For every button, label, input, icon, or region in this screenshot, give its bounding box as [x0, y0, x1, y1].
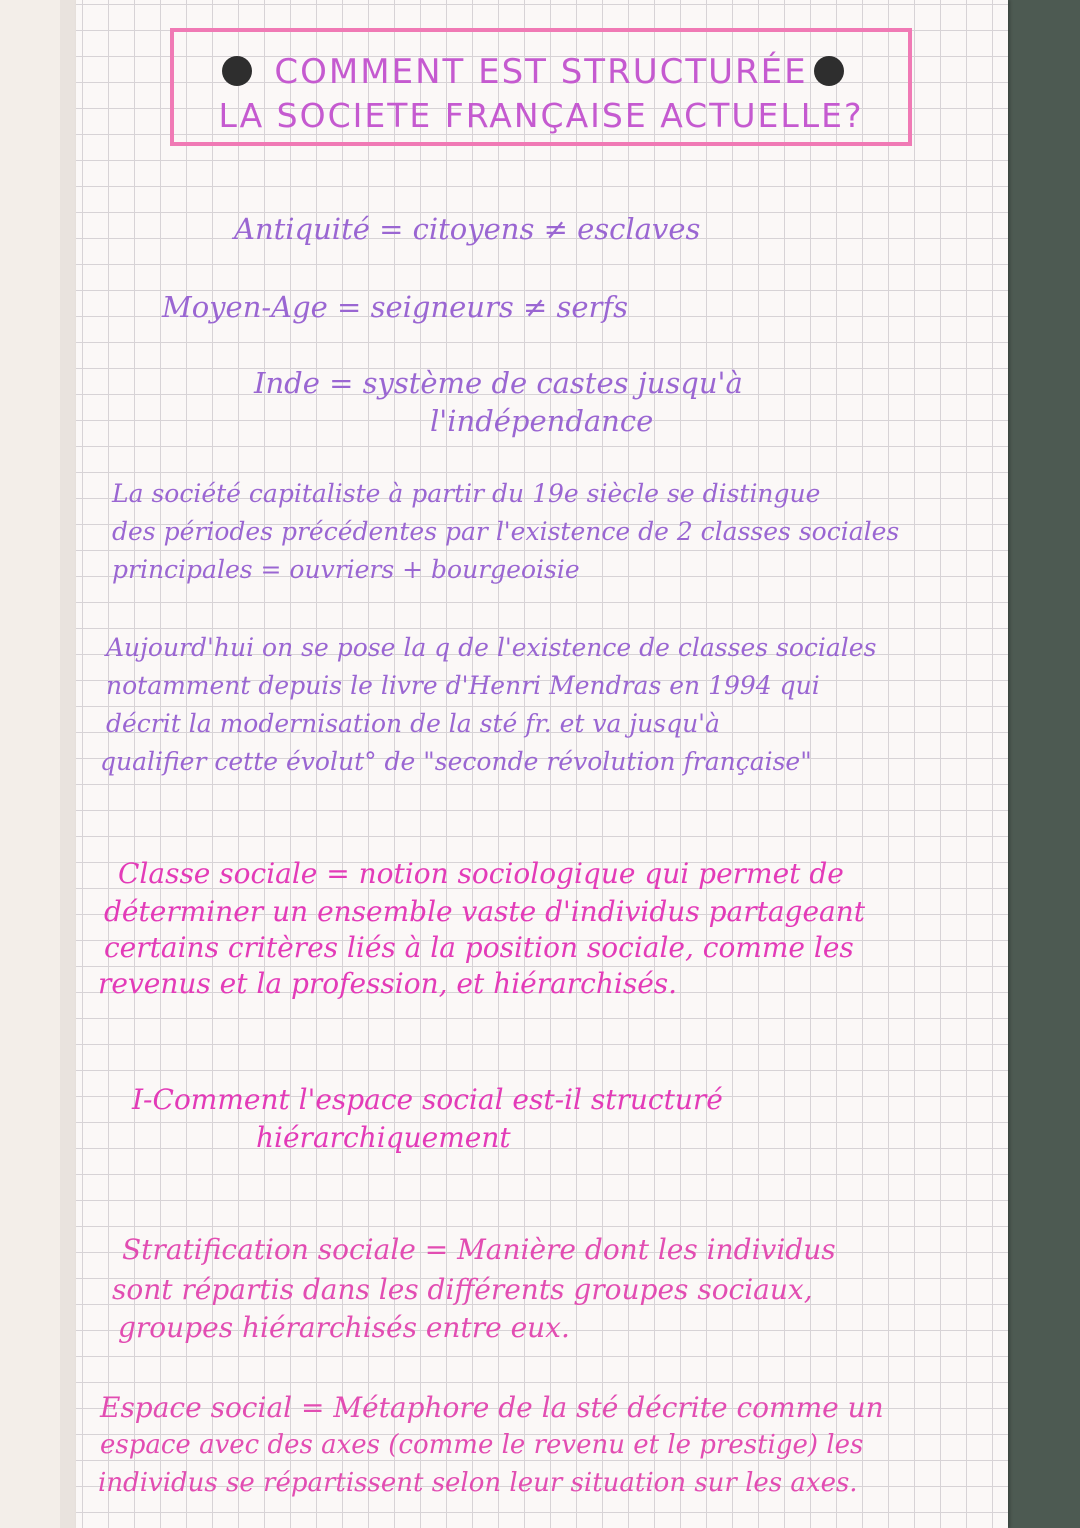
intro-inde-line-2: l'indépendance: [430, 404, 654, 438]
paragraph2-line-1: Aujourd'hui on se pose la q de l'existence de classes sociales: [106, 633, 877, 662]
paragraph2-line-2: notamment depuis le livre d'Henri Mendras en 1994 qui: [106, 671, 820, 700]
definition-espace-line-2: espace avec des axes (comme le revenu et le prestige) les: [100, 1430, 864, 1460]
paragraph1-line-2: des périodes précédentes par l'existence de 2 classes sociales: [112, 517, 900, 546]
definition-stratification-line-1: Stratification sociale = Manière dont les individus: [122, 1233, 836, 1266]
intro-antiquite: Antiquité = citoyens ≠ esclaves: [234, 212, 701, 246]
definition-stratification-line-2: sont répartis dans les différents groupes sociaux,: [112, 1273, 813, 1306]
definition-espace-line-3: individus se répartissent selon leur situation sur les axes.: [98, 1468, 858, 1498]
definition-classe-line-2: déterminer un ensemble vaste d'individus partageant: [104, 895, 866, 928]
definition-stratification-line-3: groupes hiérarchisés entre eux.: [118, 1311, 570, 1344]
intro-moyen-age: Moyen-Age = seigneurs ≠ serfs: [162, 290, 628, 324]
definition-espace-line-1: Espace social = Métaphore de la sté décrite comme un: [100, 1391, 884, 1424]
title-box: [170, 28, 912, 146]
section-1-heading-line-2: hiérarchiquement: [256, 1121, 511, 1154]
definition-classe-line-1: Classe sociale = notion sociologique qui permet de: [118, 857, 844, 890]
definition-classe-line-4: revenus et la profession, et hiérarchisés.: [98, 967, 678, 1000]
definition-classe-line-3: certains critères liés à la position sociale, comme les: [104, 931, 854, 964]
section-1-heading-line-1: I-Comment l'espace social est-il structuré: [132, 1083, 723, 1116]
intro-inde-line-1: Inde = système de castes jusqu'à: [254, 366, 743, 400]
title-line-2: LA SOCIETE FRANÇAISE ACTUELLE?: [218, 96, 864, 135]
paragraph1-line-1: La société capitaliste à partir du 19e siècle se distingue: [112, 479, 821, 508]
title-line-1: COMMENT EST STRUCTURÉE: [274, 52, 808, 92]
paragraph2-line-4: qualifier cette évolut° de "seconde révolution française": [100, 747, 812, 776]
background-desk: [0, 0, 76, 1528]
paragraph1-line-3: principales = ouvriers + bourgeoisie: [112, 555, 580, 584]
paragraph2-line-3: décrit la modernisation de la sté fr. et va jusqu'à: [106, 709, 720, 738]
